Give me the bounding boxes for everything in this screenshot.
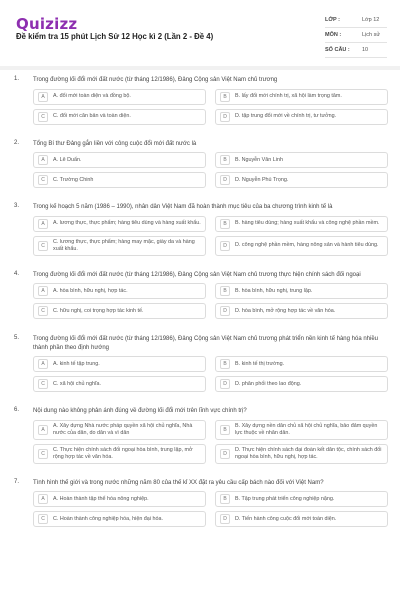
option-text: A. Xây dựng Nhà nước pháp quyền xã hội chủ nghĩa, Nhà nước của dân, do dân và vì dân — [53, 422, 193, 436]
option-text: B. kinh tế thị trường. — [235, 360, 285, 367]
option-letter-badge: C — [38, 379, 48, 389]
answer-options — [33, 356, 388, 392]
question-block — [14, 407, 388, 464]
answer-option-c[interactable] — [33, 172, 206, 188]
meta-row-subject — [325, 28, 387, 43]
meta-value: Lớp 12 — [362, 17, 380, 23]
option-text: C. Thực hiện chính sách đối ngoại hòa bình, trung lập, mở rộng hợp tác về văn hóa. — [53, 446, 193, 460]
question-number: 1. — [14, 76, 20, 82]
meta-row-question-count — [325, 43, 387, 58]
question-block — [14, 76, 388, 125]
answer-option-b[interactable] — [215, 89, 388, 105]
answer-option-b[interactable] — [215, 152, 388, 168]
option-text: A. đổi mới toàn diện và đồng bộ. — [53, 93, 131, 99]
meta-value: Lịch sử — [362, 32, 381, 38]
option-text: D. phân phối theo lao động. — [235, 380, 302, 387]
option-letter-badge: C — [38, 112, 48, 122]
option-letter-badge: A — [38, 359, 48, 369]
question-text: Tổng Bí thư Đảng gắn liền với công cuộc đổi mới đất nước là — [33, 140, 197, 147]
option-text: B. hòa bình, hữu nghị, trung lập. — [235, 287, 313, 294]
answer-option-a[interactable] — [33, 152, 206, 168]
header-divider — [0, 66, 400, 70]
meta-label: SỐ CÂU : — [325, 47, 350, 53]
question-number: 4. — [14, 270, 20, 277]
option-letter-badge: D — [220, 241, 230, 251]
answer-option-c[interactable] — [33, 376, 206, 392]
option-letter-badge: B — [220, 219, 230, 229]
answer-options — [33, 152, 388, 188]
option-letter-badge: B — [220, 494, 230, 504]
option-letter-badge: B — [220, 92, 230, 102]
option-text: A. hòa bình, hữu nghị, hợp tác. — [53, 287, 128, 294]
answer-option-a[interactable] — [33, 420, 206, 440]
option-letter-badge: A — [38, 286, 48, 296]
answer-option-a[interactable] — [33, 491, 206, 507]
answer-option-c[interactable] — [33, 236, 206, 256]
option-text: D. tập trung đổi mới về chính trị, tư tưởng. — [235, 113, 337, 119]
option-text: D. Thực hiện chính sách đại đoàn kết dân tộc, chính sách đối ngoại hòa bình, hữu nghị, hợp tác. — [235, 446, 382, 460]
option-letter-badge: D — [220, 306, 230, 316]
option-text: A. Hoàn thành tập thể hóa nông nghiệp. — [53, 495, 149, 502]
question-block — [14, 271, 388, 320]
answer-option-c[interactable] — [33, 444, 206, 464]
question-text: Trong đường lối đổi mới đất nước (từ tháng 12/1986), Đảng Cộng sản Việt Nam chủ trương — [33, 77, 278, 83]
answer-option-a[interactable] — [33, 89, 206, 105]
option-letter-badge: D — [220, 449, 230, 459]
question-block — [14, 335, 388, 392]
question-block — [14, 203, 388, 256]
option-text: B. Xây dựng nền dân chủ xã hội chủ nghĩa, bảo đảm quyền lực thuộc về nhân dân. — [235, 422, 378, 436]
option-text: A. kinh tế tập trung. — [53, 360, 100, 367]
answer-option-d[interactable] — [215, 303, 388, 319]
option-text: D. hòa bình, mở rộng hợp tác về văn hóa. — [235, 307, 336, 314]
option-text: C. đổi mới căn bản và toàn diện. — [53, 113, 131, 119]
option-letter-badge: C — [38, 175, 48, 185]
question-text: Tình hình thế giới và trong nước những năm 80 của thế kỉ XX đặt ra yêu cầu cấp bách nào đối với Việt Nam? — [33, 479, 324, 486]
meta-value: 10 — [362, 47, 369, 53]
question-text: Nội dung nào không phản ánh đúng về đường lối đổi mới trên lĩnh vực chính trị? — [33, 408, 247, 414]
option-letter-badge: D — [220, 379, 230, 389]
option-text: D. công nghệ phần mềm, hàng nông sản và hành tiêu dùng. — [235, 242, 379, 248]
answer-option-a[interactable] — [33, 283, 206, 299]
question-number: 3. — [14, 203, 20, 209]
answer-option-c[interactable] — [33, 511, 206, 527]
answer-option-d[interactable] — [215, 511, 388, 527]
answer-option-d[interactable] — [215, 109, 388, 125]
answer-options — [33, 420, 388, 464]
meta-label: MÔN : — [325, 32, 342, 38]
option-text: B. lấy đổi mới chính trị, xã hội làm trọng tâm. — [235, 93, 342, 99]
option-letter-badge: B — [220, 155, 230, 165]
answer-option-b[interactable] — [215, 356, 388, 372]
answer-option-b[interactable] — [215, 491, 388, 507]
option-letter-badge: B — [220, 286, 230, 296]
answer-options — [33, 283, 388, 319]
option-letter-badge: D — [220, 175, 230, 185]
option-text: C. hữu nghị, coi trọng hợp tác kinh tế. — [53, 307, 144, 314]
quizizz-logo[interactable]: Quizizz — [16, 15, 78, 33]
option-text: C. Hoàn thành công nghiệp hóa, hiện đại hóa. — [53, 515, 163, 522]
question-text: Trong kế hoạch 5 năm (1986 – 1990), nhân dân Việt Nam đã hoàn thành mục tiêu của ba chương trình kinh tế là — [33, 204, 333, 210]
answer-option-c[interactable] — [33, 303, 206, 319]
answer-option-d[interactable] — [215, 236, 388, 256]
question-text: Trong đường lối đổi mới đất nước (từ tháng 12/1986), Đảng Cộng sản Việt Nam chủ trương thực hiện chính sách đối ngoại — [33, 271, 361, 278]
option-letter-badge: A — [38, 494, 48, 504]
option-letter-badge: C — [38, 449, 48, 459]
option-letter-badge: B — [220, 425, 230, 435]
answer-option-b[interactable] — [215, 283, 388, 299]
option-text: B. hàng tiêu dùng; hàng xuất khẩu và công nghệ phần mềm. — [235, 220, 380, 226]
answer-option-d[interactable] — [215, 376, 388, 392]
question-number: 2. — [14, 139, 20, 146]
answer-option-d[interactable] — [215, 172, 388, 188]
question-number: 7. — [14, 478, 20, 485]
option-letter-badge: D — [220, 514, 230, 524]
option-text: C. xã hội chủ nghĩa. — [53, 380, 101, 387]
answer-options — [33, 216, 388, 256]
answer-options — [33, 491, 388, 527]
option-letter-badge: C — [38, 514, 48, 524]
meta-row-class — [325, 13, 387, 28]
question-block — [14, 140, 388, 189]
option-text: B. Nguyễn Văn Linh — [235, 156, 283, 163]
option-text: C. lương thực, thực phẩm; hàng may mặc, giày da và hàng xuất khẩu. — [53, 238, 195, 252]
answer-option-b[interactable] — [215, 216, 388, 232]
meta-label: LỚP : — [325, 17, 340, 23]
answer-option-c[interactable] — [33, 109, 206, 125]
option-text: D. Nguyễn Phú Trọng. — [235, 176, 289, 183]
answer-option-d[interactable] — [215, 444, 388, 464]
answer-option-a[interactable] — [33, 216, 206, 232]
option-text: B. Tập trung phát triển công nghiệp nặng. — [235, 495, 335, 502]
answer-option-a[interactable] — [33, 356, 206, 372]
option-letter-badge: A — [38, 92, 48, 102]
option-letter-badge: A — [38, 219, 48, 229]
answer-options — [33, 89, 388, 125]
option-letter-badge: B — [220, 359, 230, 369]
option-text: D. Tiến hành công cuộc đổi mới toàn diện. — [235, 515, 337, 522]
header — [0, 0, 400, 64]
question-number: 5. — [14, 335, 20, 341]
option-letter-badge: D — [220, 112, 230, 122]
page-title: Đề kiểm tra 15 phút Lịch Sử 12 Học kì 2 (Lần 2 - Đề 4) — [16, 32, 214, 41]
question-block — [14, 479, 388, 528]
answer-option-b[interactable] — [215, 420, 388, 440]
option-text: A. Lê Duẩn. — [53, 156, 82, 163]
question-list — [0, 76, 400, 527]
question-text: Trong đường lối đổi mới đất nước (từ tháng 12/1986), Đảng Cộng sản Việt Nam chủ trương phát triển nền kinh tế hàng hóa nhiều thành phần theo định hướng — [33, 336, 379, 351]
option-letter-badge: C — [38, 306, 48, 316]
option-letter-badge: C — [38, 241, 48, 251]
option-text: A. lương thực, thực phẩm; hàng tiêu dùng và hàng xuất khẩu. — [53, 220, 201, 226]
option-letter-badge: A — [38, 155, 48, 165]
question-number: 6. — [14, 407, 20, 413]
meta-info — [325, 13, 387, 58]
option-text: C. Trường Chinh — [53, 176, 94, 183]
option-letter-badge: A — [38, 425, 48, 435]
